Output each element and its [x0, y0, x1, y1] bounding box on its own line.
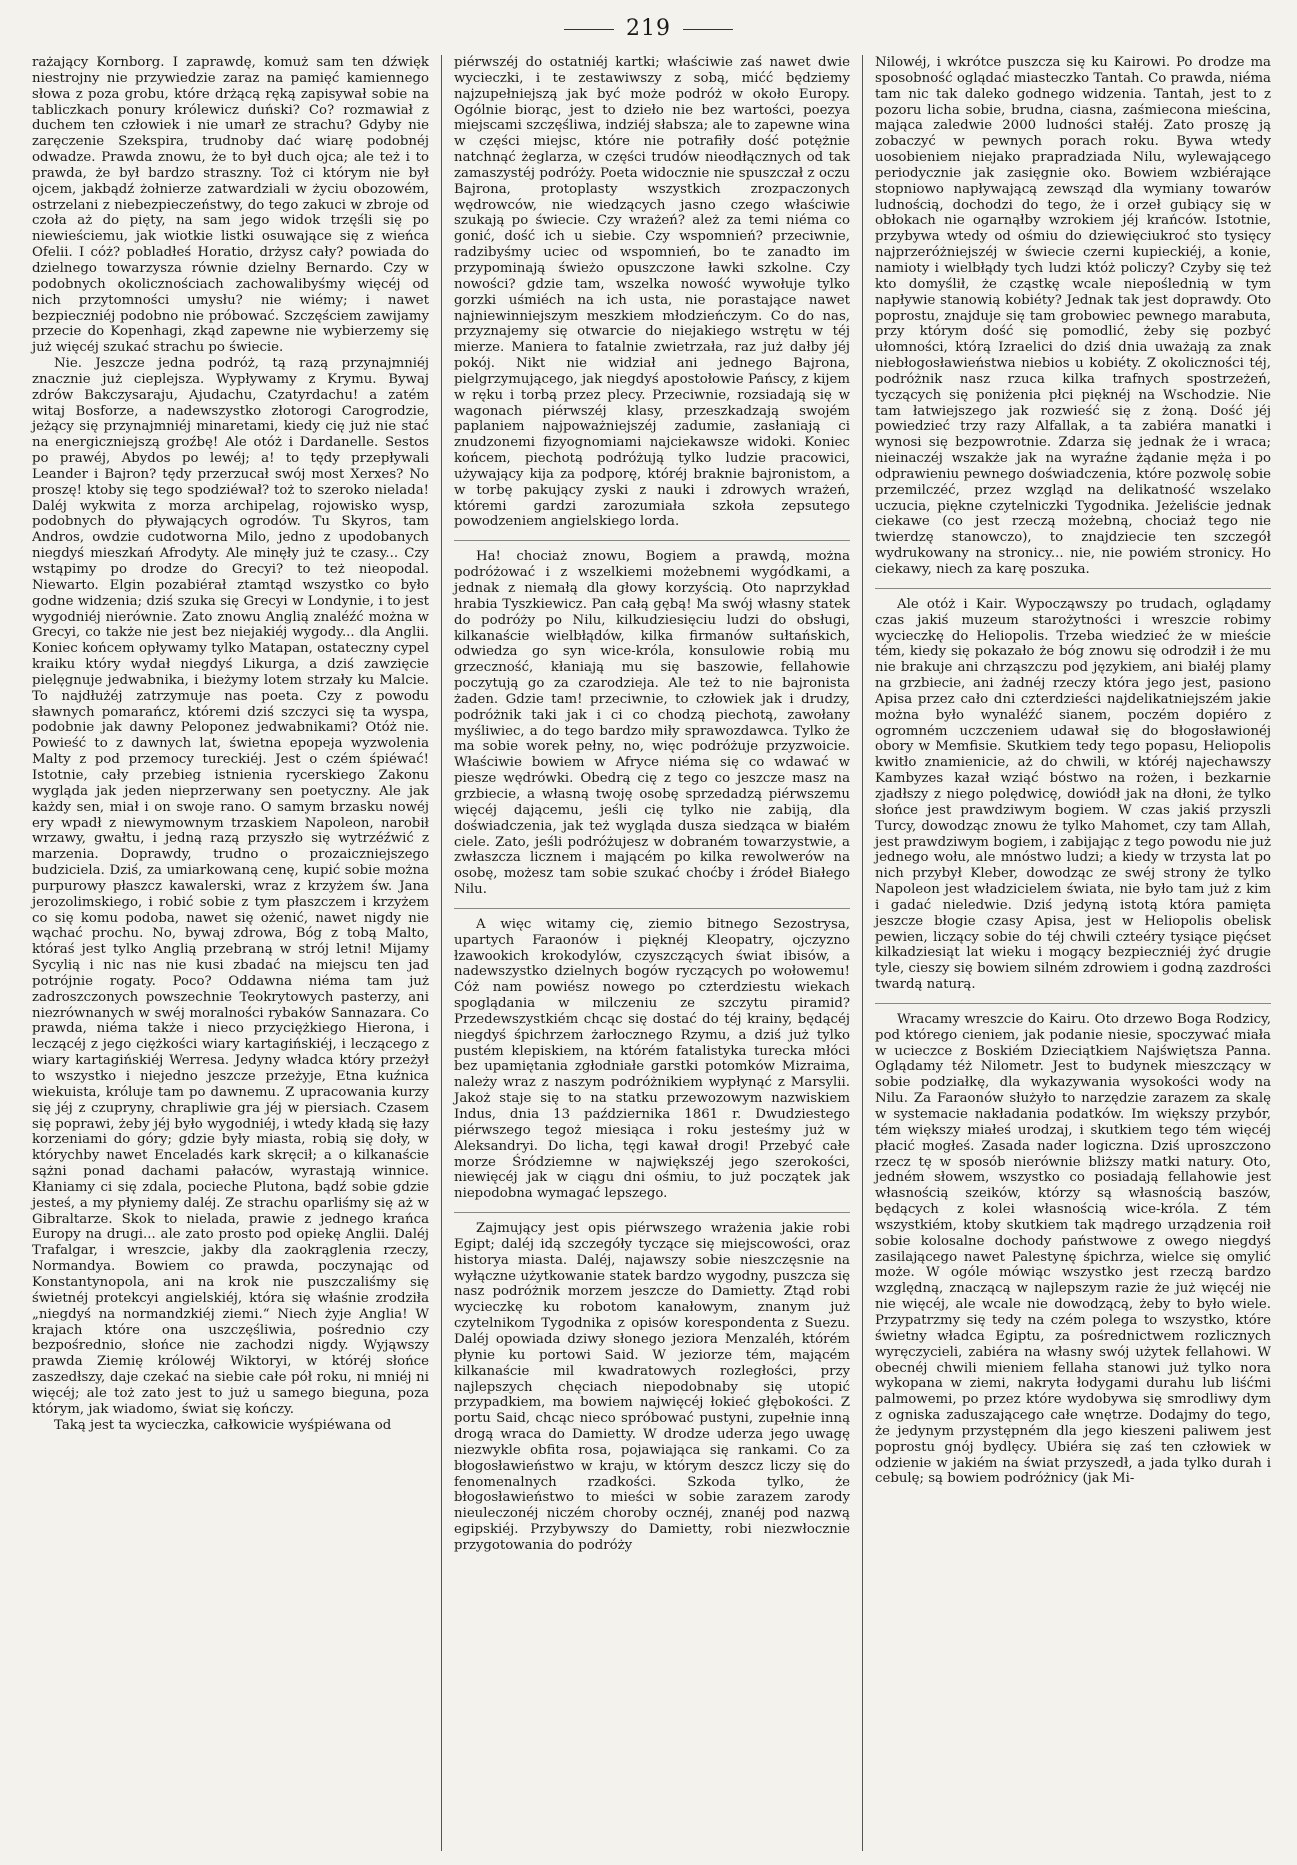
- column-2-paragraph-1: piérwszéj do ostatniéj kartki; właściwie zaś nawet dwie wycieczki, i te zestawiwszy z sobą, mićć będziemy najzupełniejszą jak być może podróż w około Europy. Ogólnie biorąc, jest to dzieło nie bez wartości, poezya miejscami szczęśliwa, indziéj słabsza; ale to zapewne wina w części miejsc, które nie potrafiły dość potężnie natchnąć żeglarza, w części trudów nieodłącznych od tak zamaszystéj podróży. Poeta widocznie nie spuszczał z oczu Bajrona, protoplasty wszystkich zrozpaczonych wędrowców, nie wiedzących jasno czego właściwie szukają po świecie. Czy wrażeń? ależ za temi niéma co gonić, dość ich u siebie. Czy wspomnień? przeciwnie, radzibyśmy uciec od wspomnień, bo te zanadto im przypominają świeżo opuszczone ławki szkolne. Czy nowości? gdzie tam, wszelka nowość wywołuje tylko gorzki uśmiéch na ich usta, nie porastające nawet najniewinniejszym meszkiem młodzieńczym. Co do nas, przyznajemy się otwarcie do niejakiego wstrętu w téj mierze. Maniera to fatalnie zwietrzała, raz już dałby jéj pokój. Nikt nie widział ani jednego Bajrona, pielgrzymującego, jak niegdyś apostołowie Pańscy, z kijem w ręku i torbą przez plecy. Przeciwnie, rozsiadają się w wagonach piérwszéj klasy, przeszkadzają swojém paplaniem najpoważniejszéj zadumie, zasłaniają ci znudzonemi fizyognomiami najciekawsze widoki. Koniec końcem, piechotą podróżują tylko ludzie pracowici, używający kija za podporę, któréj braknie bajronistom, a w torbę pakujący zyski z nauki i zdrowych wrażeń, któremi gardzi zarozumiała szkoła zepsutego powodzeniem angielskiego lorda.: [454, 55, 850, 530]
- column-3-paragraph-1: Nilowéj, i wkrótce puszcza się ku Kairowi. Po drodze ma sposobność oglądać miasteczko Tantah. Co prawda, niéma tam nic tak daleko godnego widzenia. Tantah, jest to z pozoru licha sobie, brudna, ciasna, zaśmiecona mieścina, mająca zaledwie 2000 ludności stałéj. Zato proszę ją zobaczyć w pewnych porach roku. Bywa wtedy uosobieniem niejako prapradziada Nilu, wylewającego periodycznie jak zasięgnie oko. Bowiem wzbiérające stopniowo napływającą zewsząd dla wymiany towarów ludnością, dochodzi do tego, że i orzeł gubiący się w obłokach nie ogarnąłby wzrokiem jéj krańców. Istotnie, przybywa wtedy od ośmiu do dziewięciukroć sto tysięcy najprzeróżniejszéj w świecie czerni kupieckiéj, a konie, namioty i wielbłądy tych ludzi któż policzy? Czyby się też kto domyślił, że cząstkę wcale niepoślednią w tym napływie stanowią kobiéty? Jednak tak jest doprawdy. Oto poprostu, znajduje się tam grobowiec pewnego marabuta, przy którym dość się pomodlić, żeby się pozbyć ułomności, którą Izraelici do dziś dnia uważają za znak niebłogosławieństwa niebios u kobiéty. Z okoliczności téj, podróżnik nasz rzuca kilka trafnych spostrzeżeń, tyczących się poniżenia płci pięknéj na Wschodzie. Nie tam łatwiejszego jak rozwieść się z żoną. Dość jéj powiedzieć trzy razy Alfallak, a ta zabiéra manatki i wynosi się bezpowrotnie. Zdarza się jednak że i wraca; nieinaczéj wszakże jak na wyraźne żądanie męża i po odprawieniu pewnego doświadczenia, które pozwolę sobie przemilczéć, przez wzgląd na delikatność wszelako uczucia, piękne czytelniczki Tygodnika. Jeżeliście jednak ciekawe (co jest rzeczą możebną, chociaż tego nie twierdzę stanowczo), to znajdziecie ten szczegół wydrukowany na stronicy... nie, nie powiém stronicy. Ho ciekawy, niech za karę poszuka.: [875, 55, 1271, 577]
- text-columns: [20, 55, 1283, 1851]
- column-3: [862, 55, 1283, 1851]
- column-2-paragraph-2: Ha! chociaż znowu, Bogiem a prawdą, można podróżować i z wszelkiemi możebnemi wygódkami, a jednak z niemałą dla głowy korzyścią. Oto naprzykład hrabia Tyszkiewicz. Pan całą gębą! Ma swój własny statek do podróży po Nilu, kilkudziesięciu ludzi do obsługi, kilkanaście wielbłądów, kilka firmanów sułtańskich, odwiedza go syn wice-króla, konsulowie robią mu grzeczność, kłaniają mu się baszowie, fellahowie poczytują go za czarodzieja. Ale też to nie bajronista żaden. Gdzie tam! przeciwnie, to człowiek jak i drudzy, podróżnik taki jak i ci co chodzą piechotą, zawołany myśliwiec, a do tego bardzo miły sprawozdawca. Tylko że ma sobie worek pełny, no, więc podróżuje przyzwoicie. Właściwie bowiem w Afryce niéma się co wdawać w piesze wędrówki. Obedrą cię z tego co jeszcze masz na grzbiecie, a własną twoję osobę sprzedadzą piérwszemu więcéj dającemu, jeśli cię tylko nie zabiją, dla doświadczenia, jak też wygląda dusza siedząca w białém ciele. Zato, jeśli podróżujesz w dobraném towarzystwie, a zwłaszcza licznem i mającém po kilka rewolwerów na osobę, możesz tam sobie szukać choćby i źródeł Białego Nilu.: [454, 549, 850, 898]
- page-number-text: 219: [626, 16, 671, 41]
- section-rule: [454, 530, 850, 541]
- column-2: [441, 55, 862, 1851]
- column-1-paragraph-3: Taką jest ta wycieczka, całkowicie wyśpiéwana od: [54, 1417, 392, 1433]
- column-1: [20, 55, 441, 1851]
- section-rule: [875, 578, 1271, 589]
- column-3-paragraph-3: Wracamy wreszcie do Kairu. Oto drzewo Boga Rodzicy, pod którego cieniem, jak podanie niesie, spoczywać miała w ucieczce z Boskiém Dzieciątkiem Najświętsza Panna. Oglądamy téż Nilometr. Jest to budynek mieszczący w sobie podziałkę, dla wykazywania wysokości wody na Nilu. Za Faraonów służyło to narzędzie zarazem za skalę w systemacie nakładania podatków. Im większy przybór, tém większy miałeś urodzaj, i skutkiem tego tém więcéj płacić mogłeś. Zasada nader logiczna. Dziś uproszczono rzecz tę w sposób nierównie bliższy matki natury. Oto, jedném słowem, wszystko co posiadają fellahowie jest własnością szeików, którzy są własnością baszów, będących z kolei własnością wice-króla. Z tém wszystkiém, ktoby skutkiem tak mądrego urządzenia roił sobie kolosalne dochody państwowe z owego niegdyś zasilającego nawet Palestynę śpichrza, wielce się omylić może. W ogóle mówiąc wszystko jest rzeczą bardzo względną, znaczącą w najlepszym razie że już więcéj nie nie więcéj, ale wcale nie dowodzącą, żeby to było wiele. Przypatrzmy się tedy na czém polega to wszystko, które świetny władca Egiptu, za pośrednictwem rozlicznych wyręczycieli, zabiéra na własny swój użytek fellahowi. W obecnéj chwili mieniem fellaha stanowi już tylko nora wykopana w ziemi, nakryta łodygami durahu lub liśćmi palmowemi, po przez które wydobywa się smrodliwy dym z ogniska zaduszającego całe wnętrze. Dodajmy do tego, że jedynym przystępném dla jego kieszeni paliwem jest poprostu gnój bydlęcy. Ubiéra się zaś ten człowiek w odzienie w jakiém na świat przyszedł, a jada tylko durah i cebulę; są bowiem podróżnicy (jak Mi-: [875, 1011, 1271, 1487]
- column-2-paragraph-3: A więc witamy cię, ziemio bitnego Sezostrysa, upartych Faraonów i pięknéj Kleopatry, ojczyzno łzawookich krokodylów, czyszczących świat ibisów, a nadewszystko dzielnych bogów ryczących po wołowemu! Cóż nam powiész nowego po czterdziestu wiekach spoglądania w milczeniu ze szczytu piramid? Przedewszystkiém chcąc się dostać do téj krainy, będącéj niegdyś śpichrzem żarłocznego Rzymu, a dziś już tylko pustém klepiskiem, na którém fatalistyka turecka młóci bez upamiętania zgłodniałe garstki potomków Mizraima, należy wraz z naszym podróżnikiem wypłynąć z Marsylii. Jakoż staje się to na statku przewozowym nazwiskiem Indus, dnia 13 października 1861 r. Dwudziestego piérwszego tegoż miesiąca i roku jesteśmy już w Aleksandryi. Do licha, tęgi kawał drogi! Przebyć całe morze Śródziemne w największéj jego szerokości, niewięcéj jak w ciągu dni ośmiu, to już początek jak niepodobna wymagać lepszego.: [454, 916, 850, 1202]
- column-1-paragraph-2: Nie. Jeszcze jedna podróż, tą razą przynajmniéj znacznie już cieplejsza. Wypływamy z Krymu. Bywaj zdrów Bakczysaraju, Ajudachu, Czatyrdachu! a zatém witaj Bosforze, a nadewszystko złotorogi Carogrodzie, jeżący się przynajmniéj minaretami, kiedy cię już nie stać na energiczniejszą groźbę! Ale otóż i Dardanelle. Sestos po prawéj, Abydos po lewéj; a! to tędy przepływali Leander i Bajron? tędy przerzucał swój most Xerxes? No proszę! ktoby się tego spodziéwał? toż to szeroko nielada! Daléj wykwita z morza archipelag, rojowisko wysp, podobnych do pływających ogrodów. Tu Skyros, tam Andros, owdzie cudotworna Milo, jedno z upodobanych niegdyś mieszkań Afrodyty. Ale minęły już te czasy... Czy wstąpimy po drodze do Grecyi? to też nieopodal. Niewarto. Elgin pozabiérał ztamtąd wszystko co było godne widzenia; dziś szuka się Grecyi w Londynie, i to jest wygodniéj nierównie. Zato znowu Anglią znaléźć można w Grecyi, co także nie jest bez niejakiéj wygody... dla Anglii. Koniec końcem opływamy tylko Matapan, ostateczny cypel kraiku który wydał niegdyś Likurga, a dziś zawzięcie pielęgnuje jedwabnika, i bieżymy lotem strzały ku Malcie. To najdłużéj zatrzymuje nas poeta. Czy z powodu sławnych pomarańcz, któremi dziś szczyci się ta wyspa, podobnie jak dawny Peloponez jedwabnikami? Otóż nie. Powieść to z dawnych lat, świetna epopeja wyzwolenia Malty z pod przemocy tureckiéj. Jest o czém śpiéwać! Istotnie, cały przebieg istnienia rycerskiego Zakonu wygląda jak jeden nieprzerwany sen poetyczny. Ale jak każdy sen, miał i on swoje rano. O samym brzasku nowéj ery wpadł z niewymownym trzaskiem Napoleon, narobił wrzawy, gwałtu, i jedną razą przyszło się wytrzéźwić z marzenia. Doprawdy, trudno o prozaiczniejszego budziciela. Dziś, za umiarkowaną cenę, kupić sobie można purpurowy płaszcz kawalerski, wraz z krzyżem św. Jana jerozolimskiego, i robić sobie z tym płaszczem i krzyżem co się komu podoba, nawet się ożenić, nawet nigdy nie wąchać prochu. No, bywaj zdrowa, Bóg z tobą Malto, któraś jest tylko Anglią przebraną w strój letni! Mijamy Sycylią i nic nas nie kusi zbadać na miejscu ten jad potrójnie rogaty. Poco? Oddawna niéma tam już zadroszczonych powszechnie Teokrytowych pasterzy, ani niezrównanych w swéj moralności rybaków Sannazara. Co prawda, niéma także i nieco przyciężkiego Hierona, i leczącéj z jego ciężkości wiary kartagińskiéj, i leczącego z wiary kartagińskiéj Werresa. Jedyny władca który przeżył to wszystko i niejedno jeszcze przeżyje, Etna kuźnica wiekuista, króluje tam po dawnemu. Z upracowania kurzy się jéj z czupryny, chrapliwie gra jéj w piersiach. Czasem się poprawi, żeby jéj było wygodniéj, i wtedy kładą się łazy korzeniami do góry; gdzie były miasta, robią się doły, w którychby nawet Enceladés kark skręcił; a o kilkanaście sążni ponad dachami pałaców, wyrastają winnice. Kłaniamy ci się zdala, pocieche Plutona, bądź sobie gdzie jesteś, a my płyniemy daléj. Ze strachu oparliśmy się aż w Gibraltarze. Skok to nielada, prawie z jednego krańca Europy na drugi... ale zato prosto pod opiekę Anglii. Daléj Trafalgar, i wreszcie, jakby dla zaokrąglenia rzeczy, Normandya. Bowiem co prawda, poczynając od Konstantynopola, ani na krok nie puszczaliśmy się świetnéj protekcyi angielskiéj, która się właśnie zrodziła „niegdyś na normandzkiéj ziemi.“ Niech żyje Anglia! W krajach które ona uszczęśliwia, pośrednio czy bezpośrednio, słońce nie zachodzi nigdy. Wyjąwszy prawda Ziemię królowéj Wiktoryi, w któréj słońce zaszedłszy, daje czekać na siebie całe pół roku, ni mniéj ni więcéj; ale toż zato jest to już u samego bieguna, poza którym, jak wiadomo, świat się kończy.: [32, 356, 429, 1417]
- page-number-rule-right: [683, 29, 733, 30]
- section-rule: [875, 993, 1271, 1004]
- section-rule: [454, 898, 850, 909]
- column-3-paragraph-2: Ale otóż i Kair. Wypocząwszy po trudach, oglądamy czas jakiś muzeum starożytności i wreszcie robimy wycieczkę do Heliopolis. Trzeba wiedzieć że w mieście tém, kiedy się pokazało że bóg znowu się odrodził i że mu nie brakuje ani chrząszczu pod językiem, ani białéj plamy na grzbiecie, ani żadnéj rzeczy która jego jest, pasiono Apisa przez cało dni czterdzieści najdelikatniejszém jakie można było wynaléźć sianem, poczém dopiéro z ogromném uczczeniem udawał się do błogosławionéj obory w Memfisie. Skutkiem tedy tego popasu, Heliopolis kwitło znamienicie, aż do chwili, w któréj najechawszy Kambyzes kazał wziąć bóstwo na rożen, i bezkarnie zjadłszy z niego polędwicę, dowiódł jak na dłoni, że tylko słońce jest prawdziwym bogiem. W czas jakiś przyszli Turcy, dowodząc znowu że tylko Mahomet, czy tam Allah, jest prawdziwym bogiem, i zabijając z tego powodu nie już jednego wołu, ale mnóstwo ludzi; a kiedy w trzysta lat po nich przybył Kleber, dowodząc ze swéj strony że tylko Napoleon jest władzicielem świata, nie było tam już z kim i gadać nieledwie. Dziś jedyną istotą która pamięta jeszcze błogie czasy Apisa, jest w Heliopolis obelisk pewien, liczący sobie do téj chwili czteéry tysiące pięćset kilkadziesiąt lat wieku i mogący bezpieczniéj żyć drugie tyle, cieszy się bowiem silném zdrowiem i godną zazdrości twardą naturą.: [875, 596, 1271, 993]
- column-2-paragraph-4: Zajmujący jest opis piérwszego wrażenia jakie robi Egipt; daléj idą szczegóły tyczące się miejscowości, oraz historya miasta. Daléj, najawszy sobie nieszczęsnie na wyłączne użytkowanie statek bardzo wygodny, puszcza się nasz podróżnik morzem jeszcze do Damietty. Ztąd robi wycieczkę ku robotom kanałowym, znanym już czytelnikom Tygodnika z opisów korespondenta z Suezu. Daléj opowiada dziwy słonego jeziora Menzaléh, którém płynie ku portowi Said. W jeziorze tém, mającém kilkanaście mil kwadratowych rozległości, przy najlepszych chęciach niepodobnaby się utopić przypadkiem, ma bowiem najwięcéj łokieć głębokości. Z portu Said, chcąc nieco spróbować pustyni, zupełnie inną drogą wraca do Damietty. W drodze uderza jego uwagę niezwykle obfita rosa, pojawiająca się rankami. Co za błogosławieństwo w kraju, w którym deszcz liczy się do fenomenalnych rzadkości. Szkoda tylko, że błogosławieństwo to mieści w sobie zarazem zarody nieuleczonéj niczém choroby ocznéj, znanéj pod nazwą egipskiéj. Przybywszy do Damietty, robi niezwłocznie przygotowania do podróży: [454, 1221, 850, 1553]
- page-number: [0, 16, 1297, 41]
- column-1-paragraph-1: rażający Kornborg. I zaprawdę, komuż sam ten dźwięk niestrojny nie przywiedzie zaraz na pamięć kamiennego słowa z poza grobu, które drżącą ręką zapisywał sobie na tabliczkach ponury królewicz duński? Co? rozmawiał z duchem ten człowiek i nie umarł ze strachu? Gdyby nie zaręczenie Szekspira, trudnoby dać wiarę podobnéj odwadze. Prawda znowu, że to był duch ojca; ale też i to prawda, że był bardzo straszny. Toż ci którym nie był ojcem, jakbądź żołnierze zatwardziali w życiu obozowém, ostrzelani z niebezpieczeństwy, do tego zakuci w zbroje od czoła aż do pięty, na sam jego widok trzęśli się po niewieściemu, jak wiotkie listki osuwające się z wieńca Ofelii. I cóż? pobladłeś Horatio, drżysz cały? powiada do dzielnego towarzysza równie dzielny Bernardo. Czy w podobnych okolicznościach zachowalibyśmy więcéj od nich przytomności umysłu? nie wiémy; i nawet bezpieczniéj podobno nie próbować. Szczęściem zawijamy przecie do Kopenhagi, zkąd zapewne nie wybierzemy się już więcéj szukać strachu po świecie.: [32, 55, 429, 356]
- page-number-rule-left: [564, 29, 614, 30]
- section-rule: [454, 1202, 850, 1213]
